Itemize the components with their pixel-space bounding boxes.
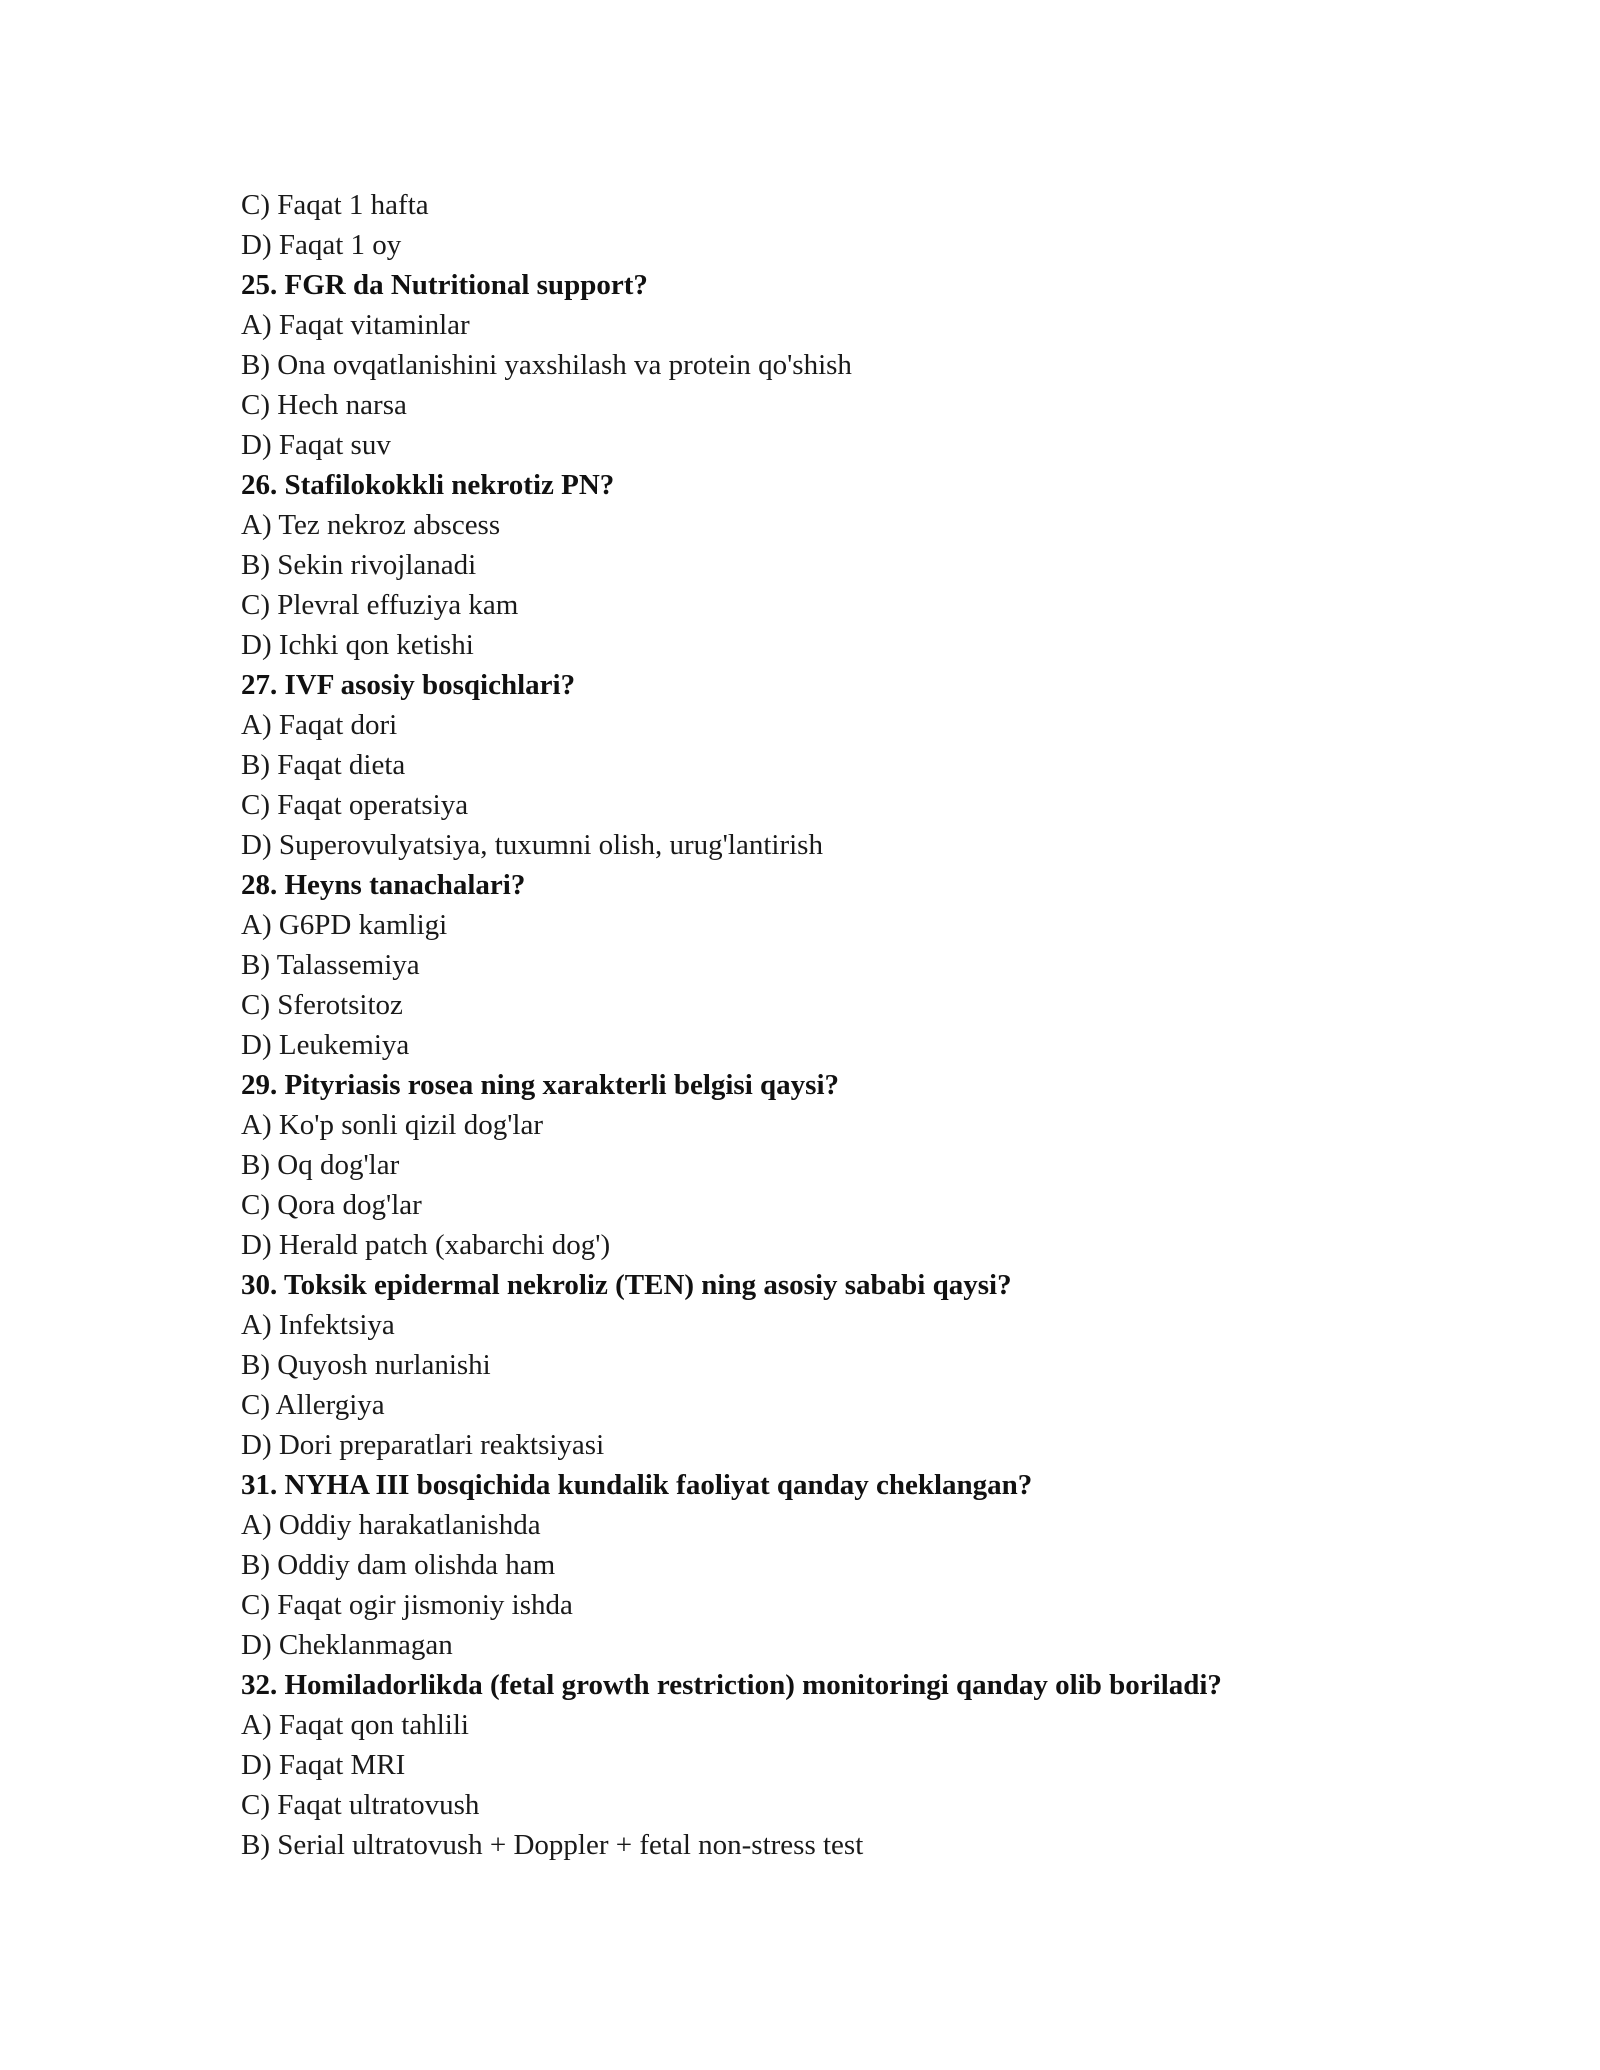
answer-option: C) Allergiya (241, 1389, 385, 1421)
answer-option: A) Oddiy harakatlanishda (241, 1509, 541, 1541)
question-heading: 32. Homiladorlikda (fetal growth restriction) monitoringi qanday olib boriladi? (241, 1669, 1222, 1701)
question-heading: 26. Stafilokokkli nekrotiz PN? (241, 469, 615, 501)
question-heading: 27. IVF asosiy bosqichlari? (241, 669, 576, 701)
answer-option: C) Faqat ogir jismoniy ishda (241, 1589, 573, 1621)
answer-option: D) Faqat MRI (241, 1749, 406, 1781)
answer-option: A) Infektsiya (241, 1309, 395, 1341)
question-heading: 30. Toksik epidermal nekroliz (TEN) ning asosiy sababi qaysi? (241, 1269, 1012, 1301)
answer-option: C) Faqat operatsiya (241, 789, 469, 821)
answer-option: C) Sferotsitoz (241, 989, 403, 1021)
answer-option: D) Superovulyatsiya, tuxumni olish, urug'lantirish (241, 829, 823, 861)
answer-option: D) Faqat 1 oy (241, 229, 402, 261)
answer-option: C) Faqat ultratovush (241, 1789, 480, 1821)
answer-option: B) Oq dog'lar (241, 1149, 400, 1181)
answer-option: A) Ko'p sonli qizil dog'lar (241, 1109, 544, 1141)
answer-option: D) Herald patch (xabarchi dog') (241, 1229, 611, 1261)
answer-option: B) Quyosh nurlanishi (241, 1349, 491, 1381)
answer-option: D) Ichki qon ketishi (241, 629, 474, 661)
answer-option: B) Sekin rivojlanadi (241, 549, 477, 581)
answer-option: D) Faqat suv (241, 429, 391, 461)
answer-option: D) Leukemiya (241, 1029, 410, 1061)
answer-option: B) Oddiy dam olishda ham (241, 1549, 556, 1581)
answer-option: C) Qora dog'lar (241, 1189, 422, 1221)
answer-option: B) Talassemiya (241, 949, 420, 981)
question-heading: 28. Heyns tanachalari? (241, 869, 526, 901)
question-heading: 29. Pityriasis rosea ning xarakterli belgisi qaysi? (241, 1069, 839, 1101)
answer-option: D) Cheklanmagan (241, 1629, 453, 1661)
answer-option: B) Serial ultratovush + Doppler + fetal non-stress test (241, 1829, 864, 1861)
answer-option: A) Faqat vitaminlar (241, 309, 470, 341)
answer-option: B) Ona ovqatlanishini yaxshilash va protein qo'shish (241, 349, 852, 381)
answer-option: A) G6PD kamligi (241, 909, 448, 941)
answer-option: C) Faqat 1 hafta (241, 189, 429, 221)
answer-option: A) Faqat qon tahlili (241, 1709, 469, 1741)
answer-option: A) Faqat dori (241, 709, 398, 741)
answer-option: D) Dori preparatlari reaktsiyasi (241, 1429, 605, 1461)
question-heading: 31. NYHA III bosqichida kundalik faoliyat qanday cheklangan? (241, 1469, 1033, 1501)
answer-option: C) Hech narsa (241, 389, 407, 421)
question-heading: 25. FGR da Nutritional support? (241, 269, 648, 301)
answer-option: A) Tez nekroz abscess (241, 509, 501, 541)
answer-option: C) Plevral effuziya kam (241, 589, 519, 621)
answer-option: B) Faqat dieta (241, 749, 406, 781)
document-page (241, 185, 1441, 1865)
